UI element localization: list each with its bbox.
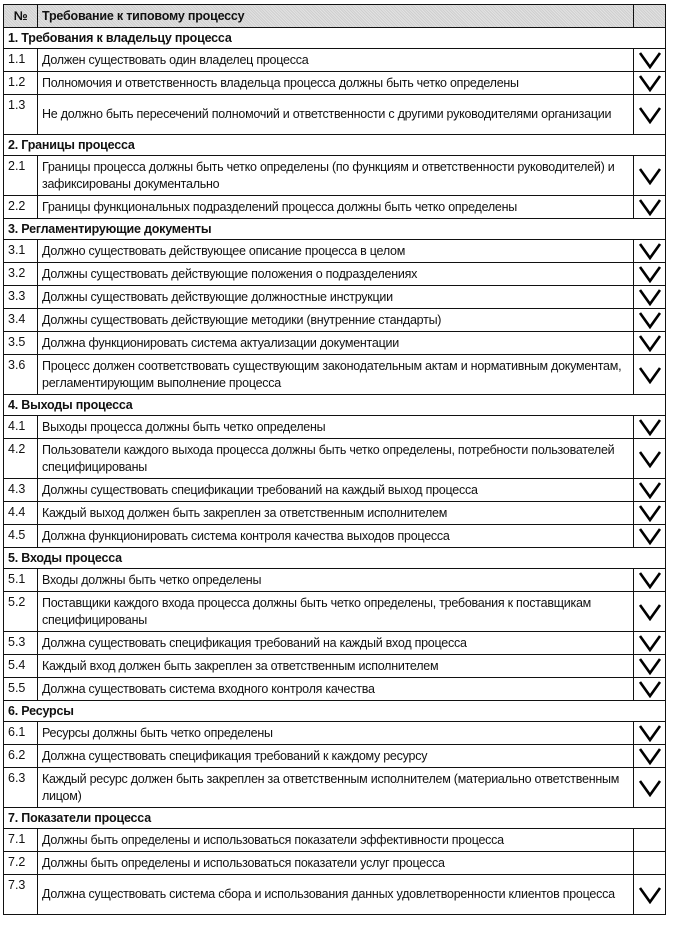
check-cell[interactable]	[634, 439, 666, 479]
section-title: 6. Ресурсы	[4, 701, 666, 722]
requirement-number: 5.3	[4, 632, 38, 655]
table-row	[4, 852, 666, 875]
check-mark-icon	[638, 51, 662, 69]
requirement-text: Каждый ресурс должен быть закреплен за ответственным исполнителем (материально ответственным лицом)	[38, 768, 634, 808]
requirement-number: 1.3	[4, 95, 38, 135]
check-cell[interactable]	[634, 569, 666, 592]
check-cell[interactable]	[634, 875, 666, 915]
table-row	[4, 439, 666, 479]
section-title: 2. Границы процесса	[4, 135, 666, 156]
requirement-text: Должна существовать спецификация требований к каждому ресурсу	[38, 745, 634, 768]
requirement-number: 3.3	[4, 286, 38, 309]
section-row	[4, 219, 666, 240]
check-mark-icon	[638, 288, 662, 306]
check-cell[interactable]	[634, 502, 666, 525]
check-mark-icon	[638, 724, 662, 742]
requirement-text: Должно существовать действующее описание процесса в целом	[38, 240, 634, 263]
header-number: №	[4, 5, 38, 28]
requirement-text: Должен существовать один владелец процесса	[38, 49, 634, 72]
requirement-number: 7.1	[4, 829, 38, 852]
check-mark-icon	[638, 198, 662, 216]
requirement-text: Должна функционировать система актуализации документации	[38, 332, 634, 355]
requirement-number: 6.3	[4, 768, 38, 808]
check-mark-icon	[638, 418, 662, 436]
check-cell[interactable]	[634, 479, 666, 502]
requirement-number: 5.1	[4, 569, 38, 592]
requirement-number: 5.4	[4, 655, 38, 678]
header-requirement: Требование к типовому процессу	[38, 5, 634, 28]
requirement-text: Не должно быть пересечений полномочий и ответственности с другими руководителями организации	[38, 95, 634, 135]
check-cell[interactable]	[634, 745, 666, 768]
check-cell[interactable]	[634, 829, 666, 852]
check-mark-icon	[638, 481, 662, 499]
table-row	[4, 569, 666, 592]
section-row	[4, 135, 666, 156]
table-row	[4, 95, 666, 135]
check-cell[interactable]	[634, 632, 666, 655]
section-row	[4, 28, 666, 49]
check-mark-icon	[638, 106, 662, 124]
table-header-row	[4, 5, 666, 28]
check-mark-icon	[638, 74, 662, 92]
requirement-number: 1.2	[4, 72, 38, 95]
section-row	[4, 395, 666, 416]
check-mark-icon	[638, 504, 662, 522]
table-row	[4, 678, 666, 701]
table-row	[4, 632, 666, 655]
check-cell[interactable]	[634, 95, 666, 135]
check-mark-icon	[638, 779, 662, 797]
check-cell[interactable]	[634, 525, 666, 548]
check-cell[interactable]	[634, 286, 666, 309]
process-requirements-table	[3, 4, 666, 915]
requirement-text: Должны быть определены и использоваться показатели услуг процесса	[38, 852, 634, 875]
table-row	[4, 829, 666, 852]
table-row	[4, 745, 666, 768]
requirement-number: 3.5	[4, 332, 38, 355]
check-mark-icon	[638, 311, 662, 329]
requirement-number: 4.5	[4, 525, 38, 548]
table-row	[4, 332, 666, 355]
check-cell[interactable]	[634, 655, 666, 678]
requirement-number: 6.2	[4, 745, 38, 768]
table-row	[4, 309, 666, 332]
check-cell[interactable]	[634, 49, 666, 72]
check-mark-icon	[638, 680, 662, 698]
requirement-number: 6.1	[4, 722, 38, 745]
check-cell[interactable]	[634, 332, 666, 355]
check-cell[interactable]	[634, 768, 666, 808]
check-cell[interactable]	[634, 240, 666, 263]
requirement-text: Полномочия и ответственность владельца процесса должны быть четко определены	[38, 72, 634, 95]
table-row	[4, 655, 666, 678]
check-mark-icon	[638, 366, 662, 384]
section-title: 3. Регламентирующие документы	[4, 219, 666, 240]
header-check	[634, 5, 666, 28]
table-row	[4, 355, 666, 395]
requirement-text: Должна существовать система входного контроля качества	[38, 678, 634, 701]
section-row	[4, 808, 666, 829]
check-mark-icon	[638, 571, 662, 589]
requirement-number: 4.4	[4, 502, 38, 525]
check-cell[interactable]	[634, 309, 666, 332]
check-mark-icon	[638, 450, 662, 468]
table-row	[4, 416, 666, 439]
check-cell[interactable]	[634, 416, 666, 439]
check-cell[interactable]	[634, 156, 666, 196]
requirement-text: Поставщики каждого входа процесса должны быть четко определены, требования к поставщикам специфицированы	[38, 592, 634, 632]
table-row	[4, 768, 666, 808]
requirement-number: 4.1	[4, 416, 38, 439]
section-row	[4, 548, 666, 569]
requirement-text: Должна существовать система сбора и использования данных удовлетворенности клиентов процесса	[38, 875, 634, 915]
check-mark-icon	[638, 747, 662, 765]
table-row	[4, 72, 666, 95]
requirement-text: Каждый вход должен быть закреплен за ответственным исполнителем	[38, 655, 634, 678]
requirement-text: Должны существовать действующие должностные инструкции	[38, 286, 634, 309]
requirement-text: Должны существовать действующие методики (внутренние стандарты)	[38, 309, 634, 332]
requirement-text: Выходы процесса должны быть четко определены	[38, 416, 634, 439]
requirement-number: 4.2	[4, 439, 38, 479]
requirement-number: 2.2	[4, 196, 38, 219]
table-row	[4, 196, 666, 219]
requirement-text: Должна функционировать система контроля качества выходов процесса	[38, 525, 634, 548]
check-mark-icon	[638, 634, 662, 652]
check-mark-icon	[638, 886, 662, 904]
requirement-text: Должна существовать спецификация требований на каждый вход процесса	[38, 632, 634, 655]
table-row	[4, 502, 666, 525]
requirement-text: Границы процесса должны быть четко определены (по функциям и ответственности руководителей) и зафиксированы документально	[38, 156, 634, 196]
check-cell[interactable]	[634, 592, 666, 632]
table-row	[4, 156, 666, 196]
check-mark-icon	[638, 527, 662, 545]
requirement-number: 5.2	[4, 592, 38, 632]
table-row	[4, 263, 666, 286]
requirement-text: Пользователи каждого выхода процесса должны быть четко определены, потребности пользователей специфицированы	[38, 439, 634, 479]
table-row	[4, 592, 666, 632]
requirement-number: 3.1	[4, 240, 38, 263]
requirement-text: Каждый выход должен быть закреплен за ответственным исполнителем	[38, 502, 634, 525]
check-cell[interactable]	[634, 72, 666, 95]
check-mark-icon	[638, 603, 662, 621]
section-title: 4. Выходы процесса	[4, 395, 666, 416]
table-row	[4, 722, 666, 745]
requirement-number: 7.3	[4, 875, 38, 915]
section-title: 7. Показатели процесса	[4, 808, 666, 829]
requirement-number: 4.3	[4, 479, 38, 502]
check-cell[interactable]	[634, 263, 666, 286]
section-title: 5. Входы процесса	[4, 548, 666, 569]
check-cell[interactable]	[634, 355, 666, 395]
requirement-text: Должны существовать действующие положения о подразделениях	[38, 263, 634, 286]
requirement-number: 7.2	[4, 852, 38, 875]
check-mark-icon	[638, 265, 662, 283]
check-mark-icon	[638, 334, 662, 352]
requirement-number: 3.4	[4, 309, 38, 332]
requirement-number: 1.1	[4, 49, 38, 72]
table-body	[4, 28, 666, 915]
table-row	[4, 286, 666, 309]
table-row	[4, 479, 666, 502]
requirement-number: 3.2	[4, 263, 38, 286]
requirement-text: Процесс должен соответствовать существующим законодательным актам и нормативным документам, регламентирующим выполнение процесса	[38, 355, 634, 395]
check-cell[interactable]	[634, 852, 666, 875]
table-row	[4, 525, 666, 548]
table-row	[4, 240, 666, 263]
check-mark-icon	[638, 657, 662, 675]
table-row	[4, 49, 666, 72]
requirement-text: Границы функциональных подразделений процесса должны быть четко определены	[38, 196, 634, 219]
section-title: 1. Требования к владельцу процесса	[4, 28, 666, 49]
requirement-number: 5.5	[4, 678, 38, 701]
section-row	[4, 701, 666, 722]
requirement-text: Входы должны быть четко определены	[38, 569, 634, 592]
requirement-text: Должны существовать спецификации требований на каждый выход процесса	[38, 479, 634, 502]
requirement-text: Должны быть определены и использоваться показатели эффективности процесса	[38, 829, 634, 852]
requirement-text: Ресурсы должны быть четко определены	[38, 722, 634, 745]
check-cell[interactable]	[634, 196, 666, 219]
check-mark-icon	[638, 242, 662, 260]
requirement-number: 2.1	[4, 156, 38, 196]
check-mark-icon	[638, 167, 662, 185]
table-row	[4, 875, 666, 915]
check-cell[interactable]	[634, 678, 666, 701]
check-cell[interactable]	[634, 722, 666, 745]
requirement-number: 3.6	[4, 355, 38, 395]
